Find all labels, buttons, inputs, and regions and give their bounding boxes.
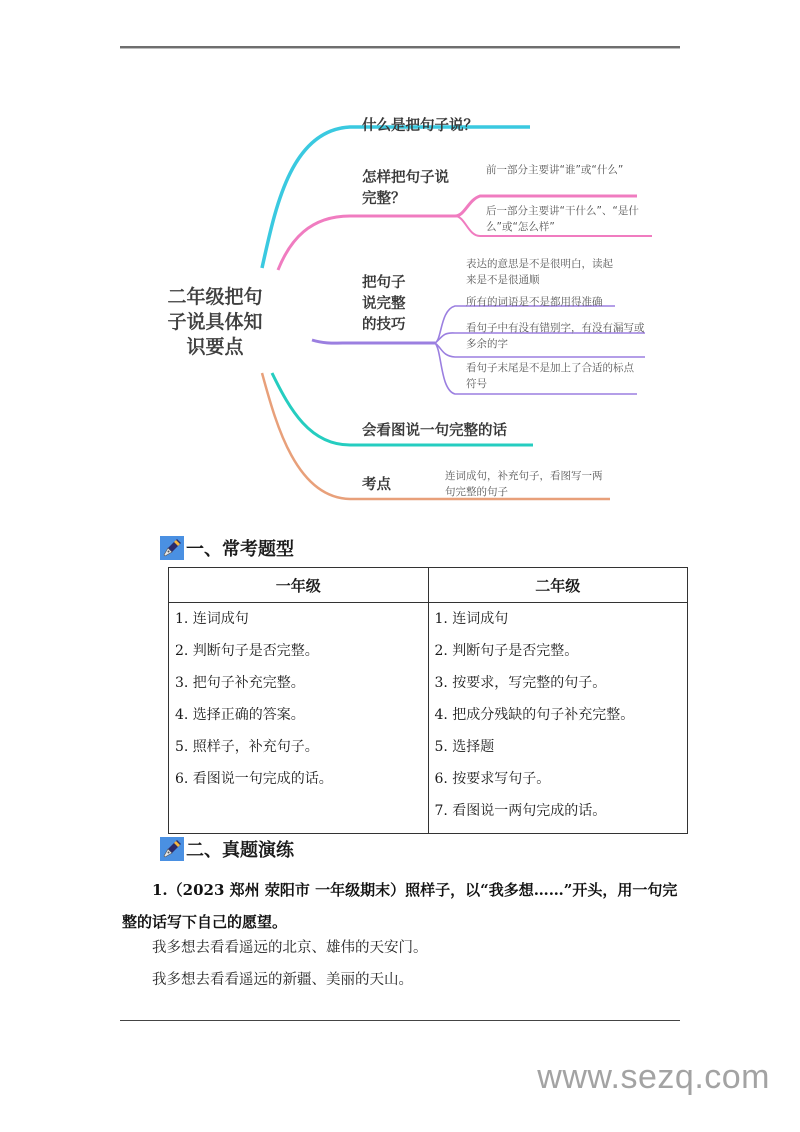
mind-map-leaf-5-1: 连词成句，补充句子，看图写一两句完整的句子 [445, 470, 603, 498]
footer-rule [120, 1020, 680, 1021]
mind-map [150, 100, 670, 510]
list-item: 7. 看图说一两句完成的话。 [434, 803, 607, 819]
mind-map-leaf-3-4: 看句子末尾是不是加上了合适的标点符号 [466, 362, 634, 390]
section-header-real-exams [160, 836, 294, 862]
list-item: 1. 连词成句 [175, 611, 249, 627]
mind-map-branch-3: 把句子说完整的技巧 [362, 275, 406, 333]
list-item: 4. 选择正确的答案。 [175, 707, 305, 723]
pen-icon [160, 837, 184, 861]
column-header-grade-2: 二年级 [428, 568, 688, 603]
grade-2-cell [428, 603, 688, 834]
list-item: 1. 连词成句 [434, 611, 509, 627]
section-title: 一、常考题型 [186, 539, 294, 560]
mind-map-branch-1: 什么是把句子说？ [362, 118, 478, 134]
mind-map-branch-2: 怎样把句子说完整？ [362, 170, 449, 207]
question-types-table [168, 567, 688, 834]
watermark: www.sezq.com [537, 1058, 770, 1096]
list-item: 2. 判断句子是否完整。 [434, 643, 579, 659]
grade-1-cell [169, 603, 429, 834]
list-item: 6. 看图说一句完成的话。 [175, 771, 333, 787]
list-item: 5. 照样子，补充句子。 [175, 739, 319, 755]
question-1-answer-2: 我多想去看看遥远的新疆、美丽的天山。 [152, 972, 413, 988]
header-rule [120, 46, 680, 49]
list-item: 2. 判断句子是否完整。 [175, 643, 319, 659]
list-item: 6. 按要求写句子。 [434, 771, 551, 787]
mind-map-leaf-3-3: 看句子中有没有错别字，有没有漏写或多余的字 [466, 322, 645, 350]
list-item: 5. 选择题 [434, 739, 495, 755]
mind-map-root: 二年级把句子说具体知识要点 [167, 286, 263, 358]
list-item: 3. 把句子补充完整。 [175, 675, 305, 691]
question-1-answer-1: 我多想去看看遥远的北京、雄伟的天安门。 [152, 940, 428, 956]
mind-map-branch-5: 考点 [362, 477, 391, 493]
mind-map-leaf-2-2: 后一部分主要讲“干什么”、“是什么”或“怎么样” [486, 205, 639, 233]
list-item: 3. 按要求，写完整的句子。 [434, 675, 607, 691]
mind-map-leaf-3-2: 所有的词语是不是都用得准确 [466, 296, 603, 308]
pen-icon [160, 536, 184, 560]
mind-map-leaf-3-1: 表达的意思是不是很明白，读起来是不是很通顺 [466, 258, 613, 286]
section-header-common-types [160, 535, 294, 561]
column-header-grade-1: 一年级 [169, 568, 429, 603]
mind-map-leaf-2-1: 前一部分主要讲“谁”或“什么” [486, 164, 624, 176]
list-item: 4. 把成分残缺的句子补充完整。 [434, 707, 635, 723]
section-title: 二、真题演练 [186, 840, 294, 861]
mind-map-branch-4: 会看图说一句完整的话 [362, 423, 507, 439]
question-1-stem: 1.（2023 郑州 荥阳市 一年级期末）照样子，以“我多想……”开头，用一句完整的话写下自己的愿望。 [122, 881, 678, 931]
